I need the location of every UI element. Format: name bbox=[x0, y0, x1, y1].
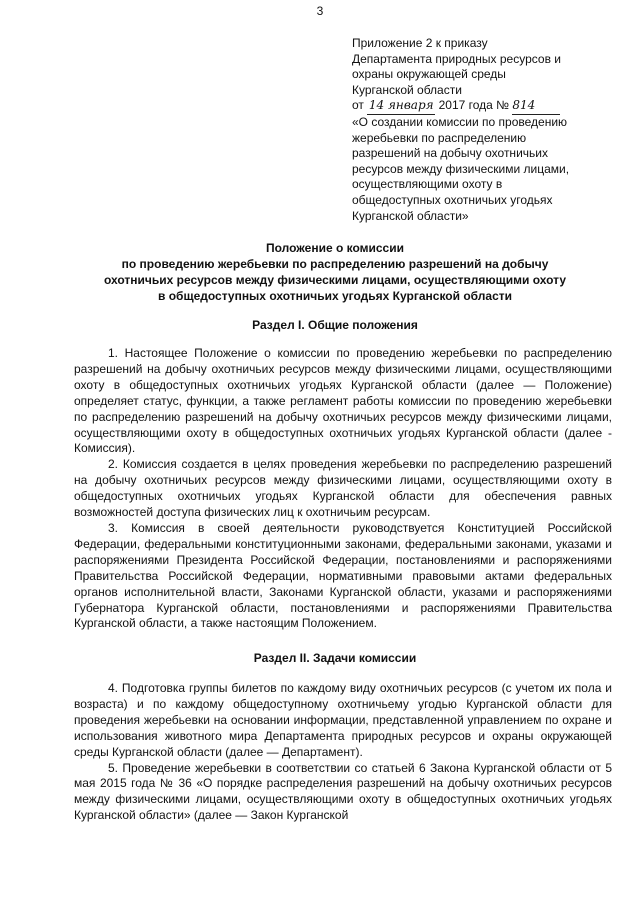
order-title-line: Курганской области» bbox=[352, 208, 469, 223]
title-line: в общедоступных охотничьих угодьях Курганской области bbox=[158, 289, 512, 303]
order-title-line: «О создании комиссии по проведению bbox=[352, 114, 568, 129]
order-title-line: общедоступных охотничьих угодьях bbox=[352, 192, 553, 207]
appendix-block bbox=[352, 36, 620, 224]
section-2-heading: Раздел II. Задачи комиссии bbox=[253, 651, 417, 665]
order-title-line: жеребьевки по распределению bbox=[352, 130, 527, 145]
handwritten-number: 814 bbox=[512, 98, 560, 115]
handwritten-date: 14 января bbox=[367, 98, 435, 115]
paragraph: 3. Комиссия в своей деятельности руководствуется Конституцией Российской Федерации, федеральными конституционными законами, федеральными законами, указами и распоряжениями Президента Российской Федерации, постановлениями и распоряжениями Правительства Российской Федерации, нормативными правовыми актами федеральных органов исполнительной власти, Законами Курганской области, указами и распоряжениями Губернатора Курганской области, постановлениями и распоряжениями Правительства Курганской области, а также настоящим Положением. bbox=[74, 520, 612, 631]
section-1-heading: Раздел I. Общие положения bbox=[252, 318, 418, 332]
paragraph: 1. Настоящее Положение о комиссии по проведению жеребьевки по распределению разрешений на добычу охотничьих ресурсов между физическими лицами, осуществляющими охоту в общедоступных охотничьих угодьях Курганской области (далее — Положение) определяет статус, функции, а также регламент работы комиссии по проведению жеребьевки по распределению разрешений на добычу охотничьих ресурсов между физическими лицами, осуществляющими охоту в общедоступных охотничьих угодьях Курганской области (далее - Комиссия). bbox=[74, 346, 612, 456]
title-line: охотничьих ресурсов между физическими лицами, осуществляющими охоту bbox=[103, 273, 567, 287]
date-middle: 2017 года № bbox=[438, 98, 510, 113]
order-title-line: разрешений на добычу охотничьих bbox=[352, 146, 548, 161]
appendix-line: охраны окружающей среды bbox=[352, 67, 506, 82]
paragraph: 4. Подготовка группы билетов по каждому виду охотничьих ресурсов (с учетом их пола и возраста) и по каждому общедоступному охотничьему угодью Курганской области для проведения жеребьевки на основании информации, представленной управлением по охране и использования животного мира Департамента природных ресурсов и охраны окружающей среды Курганской области (далее — Департамент). bbox=[74, 681, 612, 759]
appendix-date-line bbox=[352, 98, 620, 115]
appendix-line: Приложение 2 к приказу bbox=[352, 36, 488, 50]
section-2-body bbox=[74, 681, 612, 824]
title-line: Положение о комиссии bbox=[266, 241, 404, 255]
date-prefix: от bbox=[352, 98, 364, 113]
order-title-line: ресурсов между физическими лицами, bbox=[352, 161, 570, 176]
appendix-line: Департамента природных ресурсов и bbox=[352, 51, 561, 66]
section-1-body bbox=[74, 346, 612, 632]
paragraph: 2. Комиссия создается в целях проведения жеребьевки по распределению разрешений на добычу охотничьих ресурсов между физическими лицами, осуществляющими охоту в общедоступных охотничьих угодьях Курганской области для обеспечения равных возможностей доступа физических лиц к охотничьим ресурсам. bbox=[74, 457, 612, 520]
document-title bbox=[40, 240, 630, 304]
order-title-line: осуществляющими охоту в bbox=[352, 177, 503, 192]
paragraph: 5. Проведение жеребьевки в соответствии со статьей 6 Закона Курганской области от 5 мая 2015 года № 36 «О порядке распределения разрешений на добычу охотничьих ресурсов между физическими лицами, осуществляющими охоту в общедоступных охотничьих угодьях Курганской области» (далее — Закон Курганской bbox=[74, 760, 612, 823]
page-number: 3 bbox=[316, 4, 324, 18]
title-line: по проведению жеребьевки по распределению разрешений на добычу bbox=[121, 257, 549, 271]
appendix-line: Курганской области bbox=[352, 82, 462, 97]
